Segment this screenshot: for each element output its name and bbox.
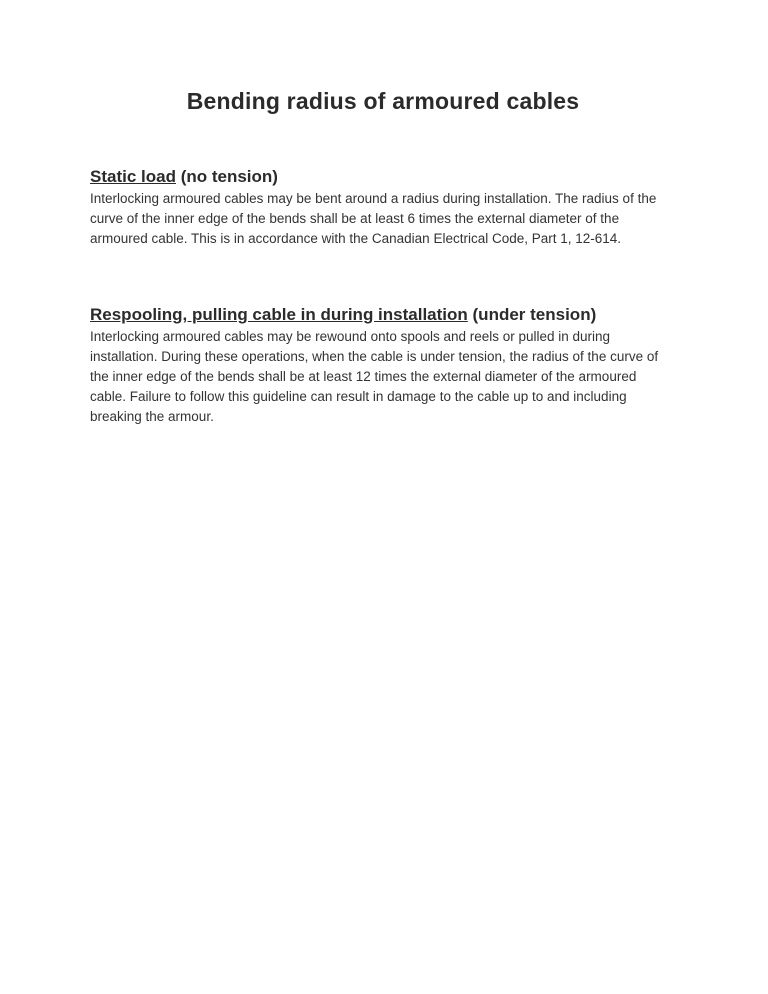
section-heading-suffix-text: (under tension): [467, 305, 597, 324]
section-heading-underlined-text: Respooling, pulling cable in during installation: [90, 305, 468, 324]
section-body-static-load: Interlocking armoured cables may be bent around a radius during installation. The radius of the curve of the inner edge of the bends shall be at least 6 times the external diameter of the armoured cable. This is in accordance with the Canadian Electrical Code, Part 1, 12-614.: [90, 191, 657, 246]
section-heading-respooling: [90, 305, 676, 325]
section-heading-static-load: [90, 167, 676, 187]
section-heading-suffix-text: (no tension): [175, 167, 278, 186]
document-content: [0, 0, 768, 427]
section-heading-underlined-text: Static load: [90, 167, 176, 186]
section-respooling: [90, 305, 676, 427]
section-static-load: [90, 167, 676, 249]
section-body-respooling: Interlocking armoured cables may be rewound onto spools and reels or pulled in during installation. During these operations, when the cable is under tension, the radius of the curve of the inner edge of the bends shall be at least 12 times the external diameter of the armoured cable. Failure to follow this guideline can result in damage to the cable up to and including breaking the armour.: [90, 329, 659, 424]
page-title: Bending radius of armoured cables: [186, 88, 580, 114]
